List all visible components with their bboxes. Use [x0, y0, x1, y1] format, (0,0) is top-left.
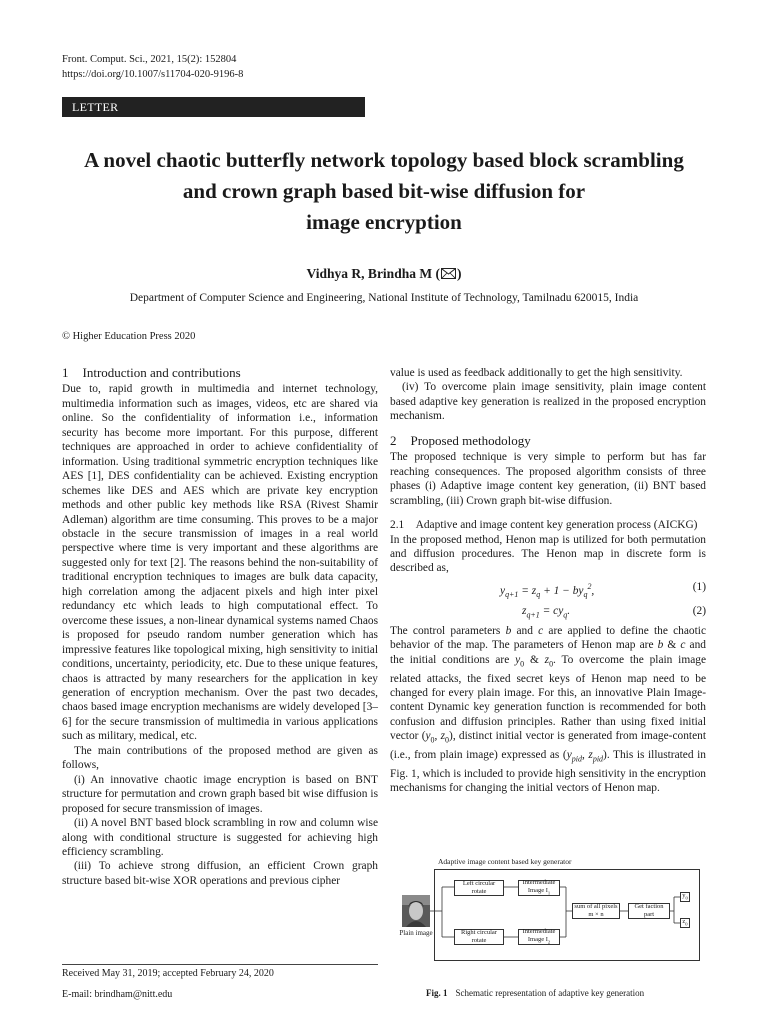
left-rotate-box: Left circular rotate	[454, 880, 504, 896]
contribution-item: (iii) To achieve strong diffusion, an efficient Crown graph structure based bit-wise XOR operations and previous cipher	[62, 860, 378, 887]
paper-title	[40, 145, 728, 238]
left-column	[62, 366, 378, 888]
paragraph: Due to, rapid growth in multimedia and internet technology, multimedia information such as images, videos, etc are shared via online. So the confidentiality of information i.e., information security has become more important. For this purpose, different techniques are approached in order to achieve confidentiality of information. Using traditional symmetric encryption techniques like AES [1], DES confidentiality can be achieved. Existing encryption schemes like DES and AES which are private key encryption methods and other public key methods like RSA (Rivest Shamir Adleman) algorithm are time consuming. This proves to be a major obstacle in the secure transmission of images in a real world perspective where time is very important and these algorithms are suggested only for text [2]. The reasons behind the non-suitability of traditional encryption techniques to images are bulk data capacity, high correlation among the adjacent pixels and high inter pixel redundancy etc which leads to high computational effect. To overcome these issues, a non-linear dynamical systems named Chaos is proposed for pseudo random number generation which has impressive features like topological mixing, high sensitivity to initial conditions, uncertainty, periodicity, etc. Due to these unique features, chaos is attracted by many researchers for the application in key generation of encryption mechanism. Over the past two decades, chaos based image encryption mechanisms are widely developed [3–6] for the secure transmission of multimedia in various applications such as military, medical, etc.	[62, 383, 378, 743]
equation-2	[390, 600, 706, 624]
doi-link[interactable]: https://doi.org/10.1007/s11704-020-9196-8	[62, 69, 244, 80]
paragraph: The control parameters b and c are applied to define the chaotic behavior of the map. The parameters of Henon map are b & c and the initial conditions are $y_0$ & $z_0$. To overcome the plain image related attacks, the fixed secret keys of Henon map need to be changed for every plain image. For this, an innovative Plain Image-content Dynamic key generation function is recommended for both confusion and diffusion principles. Rather than using fixed initial vector ($y_0$, $z_0$), distinct initial vector is generated from image-content (i.e., from plain image) expressed as ($y_{pid}$, $z_{pid}$). This is illustrated in Fig. 1, which is included to provide high sensitivity in the encryption mechanisms for changing the initial vectors of Henon map.	[390, 624, 707, 795]
intermediate-image-2-box: Intermediate Image $I_2$	[518, 929, 560, 945]
fraction-part-box: Get faction part	[628, 903, 670, 919]
section-title: Proposed methodology	[410, 432, 531, 448]
journal-header	[62, 52, 243, 82]
sum-pixels-box: sum of all pixels m × n	[572, 903, 620, 919]
contact-email[interactable]: E-mail: brindham@nitt.edu	[62, 989, 173, 1000]
author-close: )	[456, 266, 462, 281]
paragraph: In the proposed method, Henon map is utilized for both permutation and diffusion procedures. The Henon map in discrete form is described as,	[390, 533, 706, 575]
equation-expression: $z_{q+1} = cy_q$.	[522, 604, 571, 620]
equation-number: (1)	[692, 580, 706, 593]
title-line-1: A novel chaotic butterfly network topology based block scrambling	[84, 148, 684, 172]
figure-caption	[426, 988, 644, 998]
section-1-heading	[62, 366, 378, 380]
intermediate-image-1-box: Intermediate Image $I_1$	[518, 880, 560, 896]
paragraph: value is used as feedback additionally to get the high sensitivity.	[390, 367, 683, 379]
equation-expression: $y_{q+1} = z_q + 1 - by_q^2$,	[500, 581, 595, 599]
author-names: Vidhya R, Brindha M (	[306, 266, 440, 281]
caption-text: Schematic representation of adaptive key generation	[455, 988, 645, 998]
plain-image-label: Plain image	[399, 929, 433, 937]
copyright: © Higher Education Press 2020	[62, 331, 196, 342]
received-date: Received May 31, 2019; accepted February 24, 2020	[62, 968, 274, 979]
output-z-box: $z_0$	[680, 918, 690, 928]
article-type-bar: LETTER	[62, 97, 365, 117]
caption-label: Fig. 1	[426, 988, 448, 998]
right-column	[390, 366, 706, 796]
subsection-number: 2.1	[390, 519, 405, 532]
right-rotate-box: Right circular rotate	[454, 929, 504, 945]
subsection-heading	[390, 518, 706, 532]
figure-title: Adaptive image content based key generator	[438, 857, 572, 866]
envelope-icon[interactable]	[441, 268, 456, 279]
subsection-title: Adaptive and image content key generation process (AICKG)	[415, 519, 698, 532]
paragraph: The proposed technique is very simple to perform but has far reaching consequences. The proposed algorithm consists of three phases (i) Adaptive image content key generation, (ii) BNT based scrambling, (iii) Crown graph bit-wise diffusion.	[390, 451, 706, 507]
section-number: 1	[62, 365, 69, 380]
authors	[0, 266, 768, 282]
equation-number: (2)	[692, 604, 706, 617]
section-title: Introduction and contributions	[82, 365, 241, 380]
section-number: 2	[390, 432, 397, 448]
contribution-item: (iv) To overcome plain image sensitivity, plain image content based adaptive key generation is realized in the proposed encryption mechanism.	[390, 381, 706, 423]
output-y-box: $y_0$	[680, 892, 690, 902]
contribution-item: (ii) A novel BNT based block scrambling in row and column wise along with conditional structure is suggested for achieving high efficiency scrambling.	[62, 817, 378, 858]
equation-1	[390, 576, 706, 600]
title-line-2: and crown graph based bit-wise diffusion for	[182, 179, 586, 203]
plain-image-thumbnail	[402, 895, 430, 927]
paragraph: The main contributions of the proposed method are given as follows,	[62, 744, 378, 772]
contribution-item: (i) An innovative chaotic image encryption is based on BNT structure for permutation and crown graph based bit wise diffusion is proposed for secure transmission of images.	[62, 773, 378, 815]
footnote-divider	[62, 964, 378, 965]
title-line-3: image encryption	[306, 210, 462, 234]
affiliation: Department of Computer Science and Engineering, National Institute of Technology, Tamilnadu 620015, India	[129, 292, 639, 304]
journal-citation: Front. Comput. Sci., 2021, 15(2): 152804	[62, 54, 237, 65]
figure-1	[398, 857, 710, 983]
section-2-heading	[390, 434, 706, 448]
